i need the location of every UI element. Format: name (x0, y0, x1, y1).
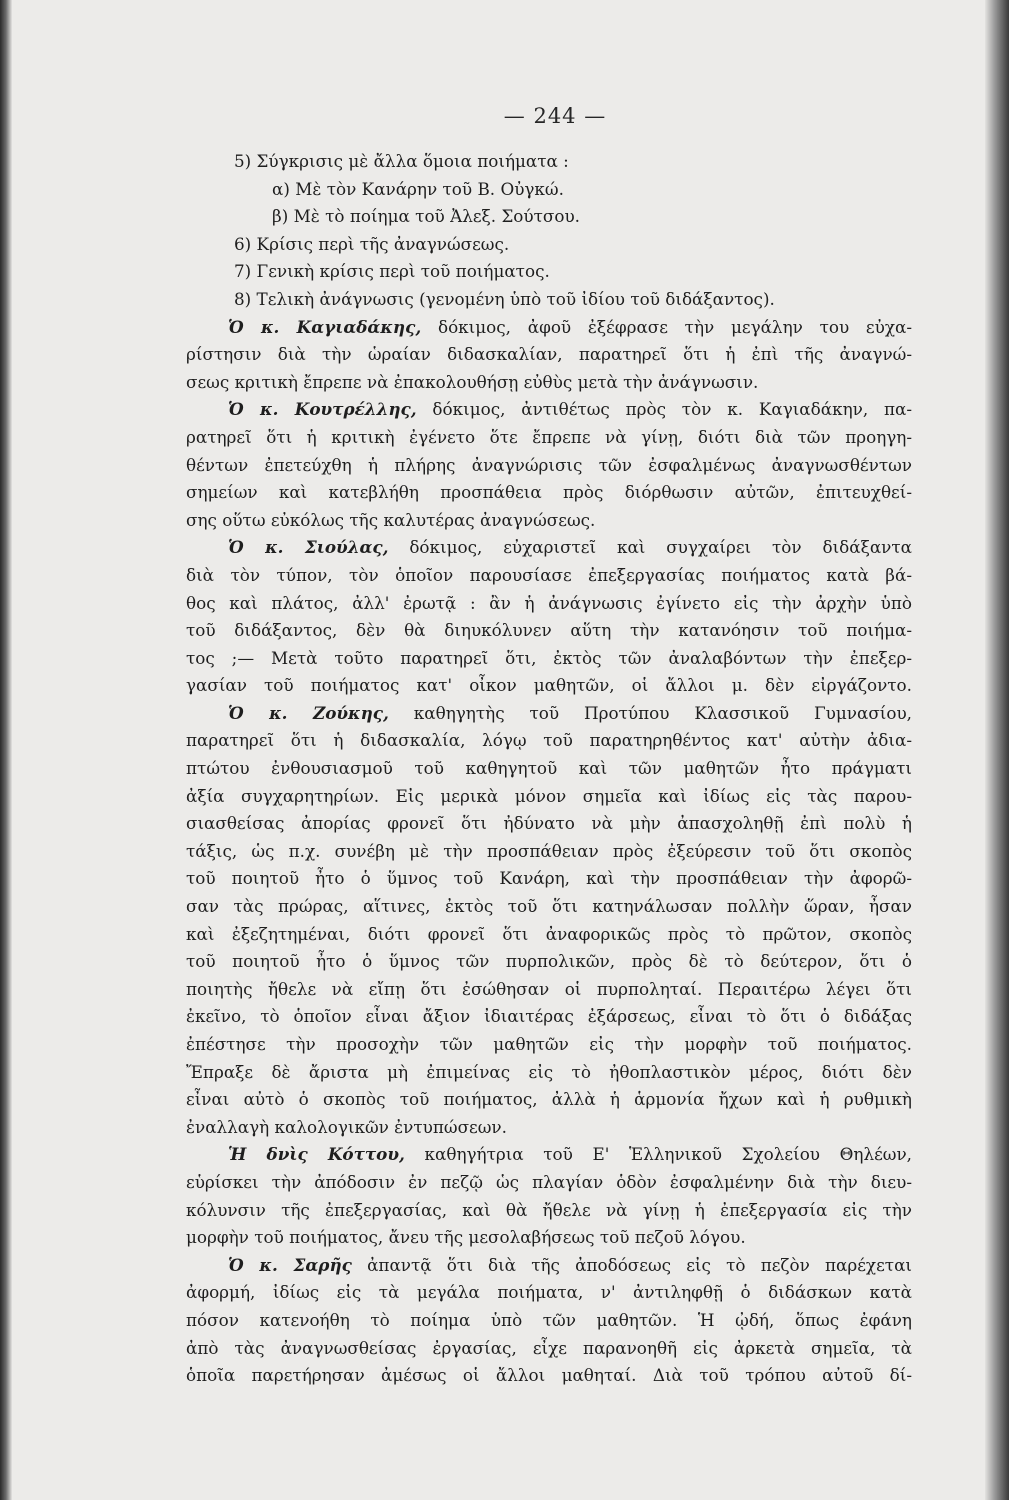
speaker-name: Ὁ κ. Σαρῆς (228, 1254, 352, 1275)
list-item: 8) Τελικὴ ἀνάγνωσις (γενομένη ὑπὸ τοῦ ἰδίου τοῦ διδάξαντος). (234, 288, 775, 309)
paragraph-line: γασίαν τοῦ ποιήματος κατ' οἶκον μαθητῶν, οἱ ἄλλοι μ. δὲν εἰργάζοντο. (186, 675, 912, 696)
paragraph-line: ἐναλλαγὴ καλολογικῶν ἐντυπώσεων. (186, 1116, 507, 1137)
speaker-name: Ὁ κ. Ζούκης, (228, 702, 389, 723)
paragraph-line: ἐκεῖνο, τὸ ὁποῖον εἶναι ἄξιον ἰδιαιτέρας ἐξάρσεως, εἶναι τὸ ὅτι ὁ διδάξας (186, 1006, 912, 1027)
paragraph-line: ρατηρεῖ ὅτι ἡ κριτικὴ ἐγένετο ὅτε ἔπρεπε νὰ γίνῃ, διότι διὰ τῶν προηγη- (186, 426, 912, 447)
paragraph-line: σεως κριτικὴ ἔπρεπε νὰ ἐπακολουθήσῃ εὐθὺς μετὰ τὴν ἀνάγνωσιν. (186, 371, 759, 392)
paragraph-line: εἶναι αὐτὸ ὁ σκοπὸς τοῦ ποιήματος, ἀλλὰ ἡ ἁρμονία ἤχων καὶ ἡ ρυθμικὴ (186, 1089, 912, 1110)
paragraph-line: ποιητὴς ἤθελε νὰ εἴπῃ ὅτι ἐσώθησαν οἱ πυρποληταί. Περαιτέρω λέγει ὅτι (186, 978, 912, 999)
paragraph-line: θος καὶ πλάτος, ἀλλ' ἐρωτᾷ : ἂν ἡ ἀνάγνωσις ἐγίνετο εἰς τὴν ἀρχὴν ὑπὸ (186, 592, 912, 613)
paragraph-line: τοῦ διδάξαντος, δὲν θὰ διηυκόλυνεν αὕτη τὴν κατανόησιν τοῦ ποιήμα- (186, 620, 912, 641)
paragraph-line: πτώτου ἐνθουσιασμοῦ τοῦ καθηγητοῦ καὶ τῶν μαθητῶν ἦτο πράγματι (186, 758, 912, 779)
paragraph-line: κόλυνσιν τῆς ἐπεξεργασίας, καὶ θὰ ἤθελε νὰ γίνῃ ἡ ἐπεξεργασία εἰς τὴν (186, 1199, 912, 1220)
paragraph-line: τάξις, ὡς π.χ. συνέβη μὲ τὴν προσπάθειαν πρὸς ἐξεύρεσιν τοῦ ὅτι σκοπὸς (186, 840, 912, 861)
paragraph-line: σιασθείσας ἀπορίας φρονεῖ ὅτι ἠδύνατο νὰ μὴν ἀπασχοληθῇ ἐπὶ πολὺ ἡ (186, 813, 912, 834)
paragraph-line: σημείων καὶ κατεβλήθη προσπάθεια πρὸς διόρθωσιν αὐτῶν, ἐπιτευχθεί- (186, 482, 912, 503)
speaker-name: Ἡ δνὶς Κόττου, (228, 1144, 405, 1165)
list-item: α) Μὲ τὸν Κανάρην τοῦ Β. Οὐγκώ. (272, 178, 564, 199)
list-item: β) Μὲ τὸ ποίημα τοῦ Ἀλεξ. Σούτσου. (272, 206, 580, 227)
paragraph-line: σης οὕτω εὐκόλως τῆς καλυτέρας ἀναγνώσεως. (186, 509, 596, 530)
paragraph-line: Ὁ κ. Σαρῆς ἀπαντᾷ ὅτι διὰ τῆς ἀποδόσεως εἰς τὸ πεζὸν παρέχεται (228, 1254, 912, 1275)
paragraph-line: ἀξία συγχαρητηρίων. Εἰς μερικὰ μόνον σημεῖα καὶ ἰδίως εἰς τὰς παρου- (186, 785, 912, 806)
paragraph-line: Ὁ κ. Καγιαδάκης, δόκιμος, ἀφοῦ ἐξέφρασε τὴν μεγάλην του εὐχα- (228, 316, 912, 337)
paragraph-line: καὶ ἐξεζητημέναι, διότι φρονεῖ ὅτι ἀναφορικῶς πρὸς τὸ πρῶτον, σκοπὸς (186, 923, 912, 944)
paragraph-line: Ὁ κ. Σιούλας, δόκιμος, εὐχαριστεῖ καὶ συγχαίρει τὸν διδάξαντα (228, 537, 912, 558)
page-number: — 244 — (503, 104, 607, 128)
paragraph-line: διὰ τὸν τύπον, τὸν ὁποῖον παρουσίασε ἐπεξεργασίας ποιήματος κατὰ βά- (186, 564, 912, 585)
body-text (186, 148, 912, 1390)
paragraph-line: εὑρίσκει τὴν ἀπόδοσιν ἐν πεζῷ ὡς πλαγίαν ὁδὸν ἐσφαλμένην διὰ τὴν διευ- (186, 1171, 912, 1192)
speaker-name: Ὁ κ. Σιούλας, (228, 537, 389, 558)
paragraph-line: ὁποῖα παρετήρησαν ἀμέσως οἱ ἄλλοι μαθηταί. Διὰ τοῦ τρόπου αὐτοῦ δί- (186, 1365, 912, 1386)
paragraph-line: ἀφορμή, ἰδίως εἰς τὰ μεγάλα ποιήματα, ν' ἀντιληφθῇ ὁ διδάσκων κατὰ (186, 1282, 912, 1303)
list-item: 5) Σύγκρισις μὲ ἄλλα ὅμοια ποιήματα : (234, 151, 569, 171)
paragraph-line: ρίστησιν διὰ τὴν ὡραίαν διδασκαλίαν, παρατηρεῖ ὅτι ἡ ἐπὶ τῆς ἀναγνώ- (186, 344, 912, 365)
paragraph-line: τοῦ ποιητοῦ ἦτο ὁ ὕμνος τῶν πυρπολικῶν, πρὸς δὲ τὸ δεύτερον, ὅτι ὁ (186, 951, 912, 972)
paragraph-line: σαν τὰς πρώρας, αἵτινες, ἐκτὸς τοῦ ὅτι κατηνάλωσαν πολλὴν ὥραν, ἦσαν (186, 896, 912, 917)
speaker-name: Ὁ κ. Καγιαδάκης, (228, 316, 422, 337)
paragraph-line: θέντων ἐπετεύχθη ἡ πλήρης ἀναγνώρισις τῶν ἐσφαλμένως ἀναγνωσθέντων (186, 454, 912, 475)
paragraph-line: Ἔπραξε δὲ ἄριστα μὴ ἐπιμείνας εἰς τὸ ἠθοπλαστικὸν μέρος, διότι δὲν (186, 1061, 912, 1082)
paragraph-line: παρατηρεῖ ὅτι ἡ διδασκαλία, λόγῳ τοῦ παρατηρηθέντος κατ' αὐτὴν ἀδια- (186, 730, 912, 751)
scan-shadow-left (0, 0, 12, 1500)
speaker-name: Ὁ κ. Κουτρέλλης, (228, 399, 417, 420)
paragraph-line: ἐπέστησε τὴν προσοχὴν τῶν μαθητῶν εἰς τὴν μορφὴν τοῦ ποιήματος. (186, 1034, 912, 1054)
paragraph-line: ἀπὸ τὰς ἀναγνωσθείσας ἐργασίας, εἶχε παρανοηθῆ εἰς ἀρκετὰ σημεῖα, τὰ (186, 1337, 912, 1358)
list-item: 6) Κρίσις περὶ τῆς ἀναγνώσεως. (234, 233, 510, 254)
paragraph-line: τοῦ ποιητοῦ ἦτο ὁ ὕμνος τοῦ Κανάρη, καὶ τὴν προσπάθειαν τὴν ἀφορῶ- (186, 868, 912, 889)
scan-shadow-right (985, 0, 1009, 1500)
paragraph-line: τος ;— Μετὰ τοῦτο παρατηρεῖ ὅτι, ἐκτὸς τῶν ἀναλαβόντων τὴν ἐπεξερ- (186, 647, 912, 668)
paragraph-line: μορφὴν τοῦ ποιήματος, ἄνευ τῆς μεσολαβήσεως τοῦ πεζοῦ λόγου. (186, 1227, 746, 1248)
list-item: 7) Γενικὴ κρίσις περὶ τοῦ ποιήματος. (234, 261, 550, 282)
paragraph-line: Ὁ κ. Ζούκης, καθηγητὴς τοῦ Προτύπου Κλασσικοῦ Γυμνασίου, (228, 702, 912, 723)
paragraph-line: Ὁ κ. Κουτρέλλης, δόκιμος, ἀντιθέτως πρὸς τὸν κ. Καγιαδάκην, πα- (228, 399, 912, 420)
paragraph-line: Ἡ δνὶς Κόττου, καθηγήτρια τοῦ Ε' Ἑλληνικοῦ Σχολείου Θηλέων, (228, 1144, 912, 1165)
paragraph-line: πόσον κατενοήθη τὸ ποίημα ὑπὸ τῶν μαθητῶν. Ἡ ᾠδή, ὅπως ἐφάνη (186, 1309, 912, 1330)
